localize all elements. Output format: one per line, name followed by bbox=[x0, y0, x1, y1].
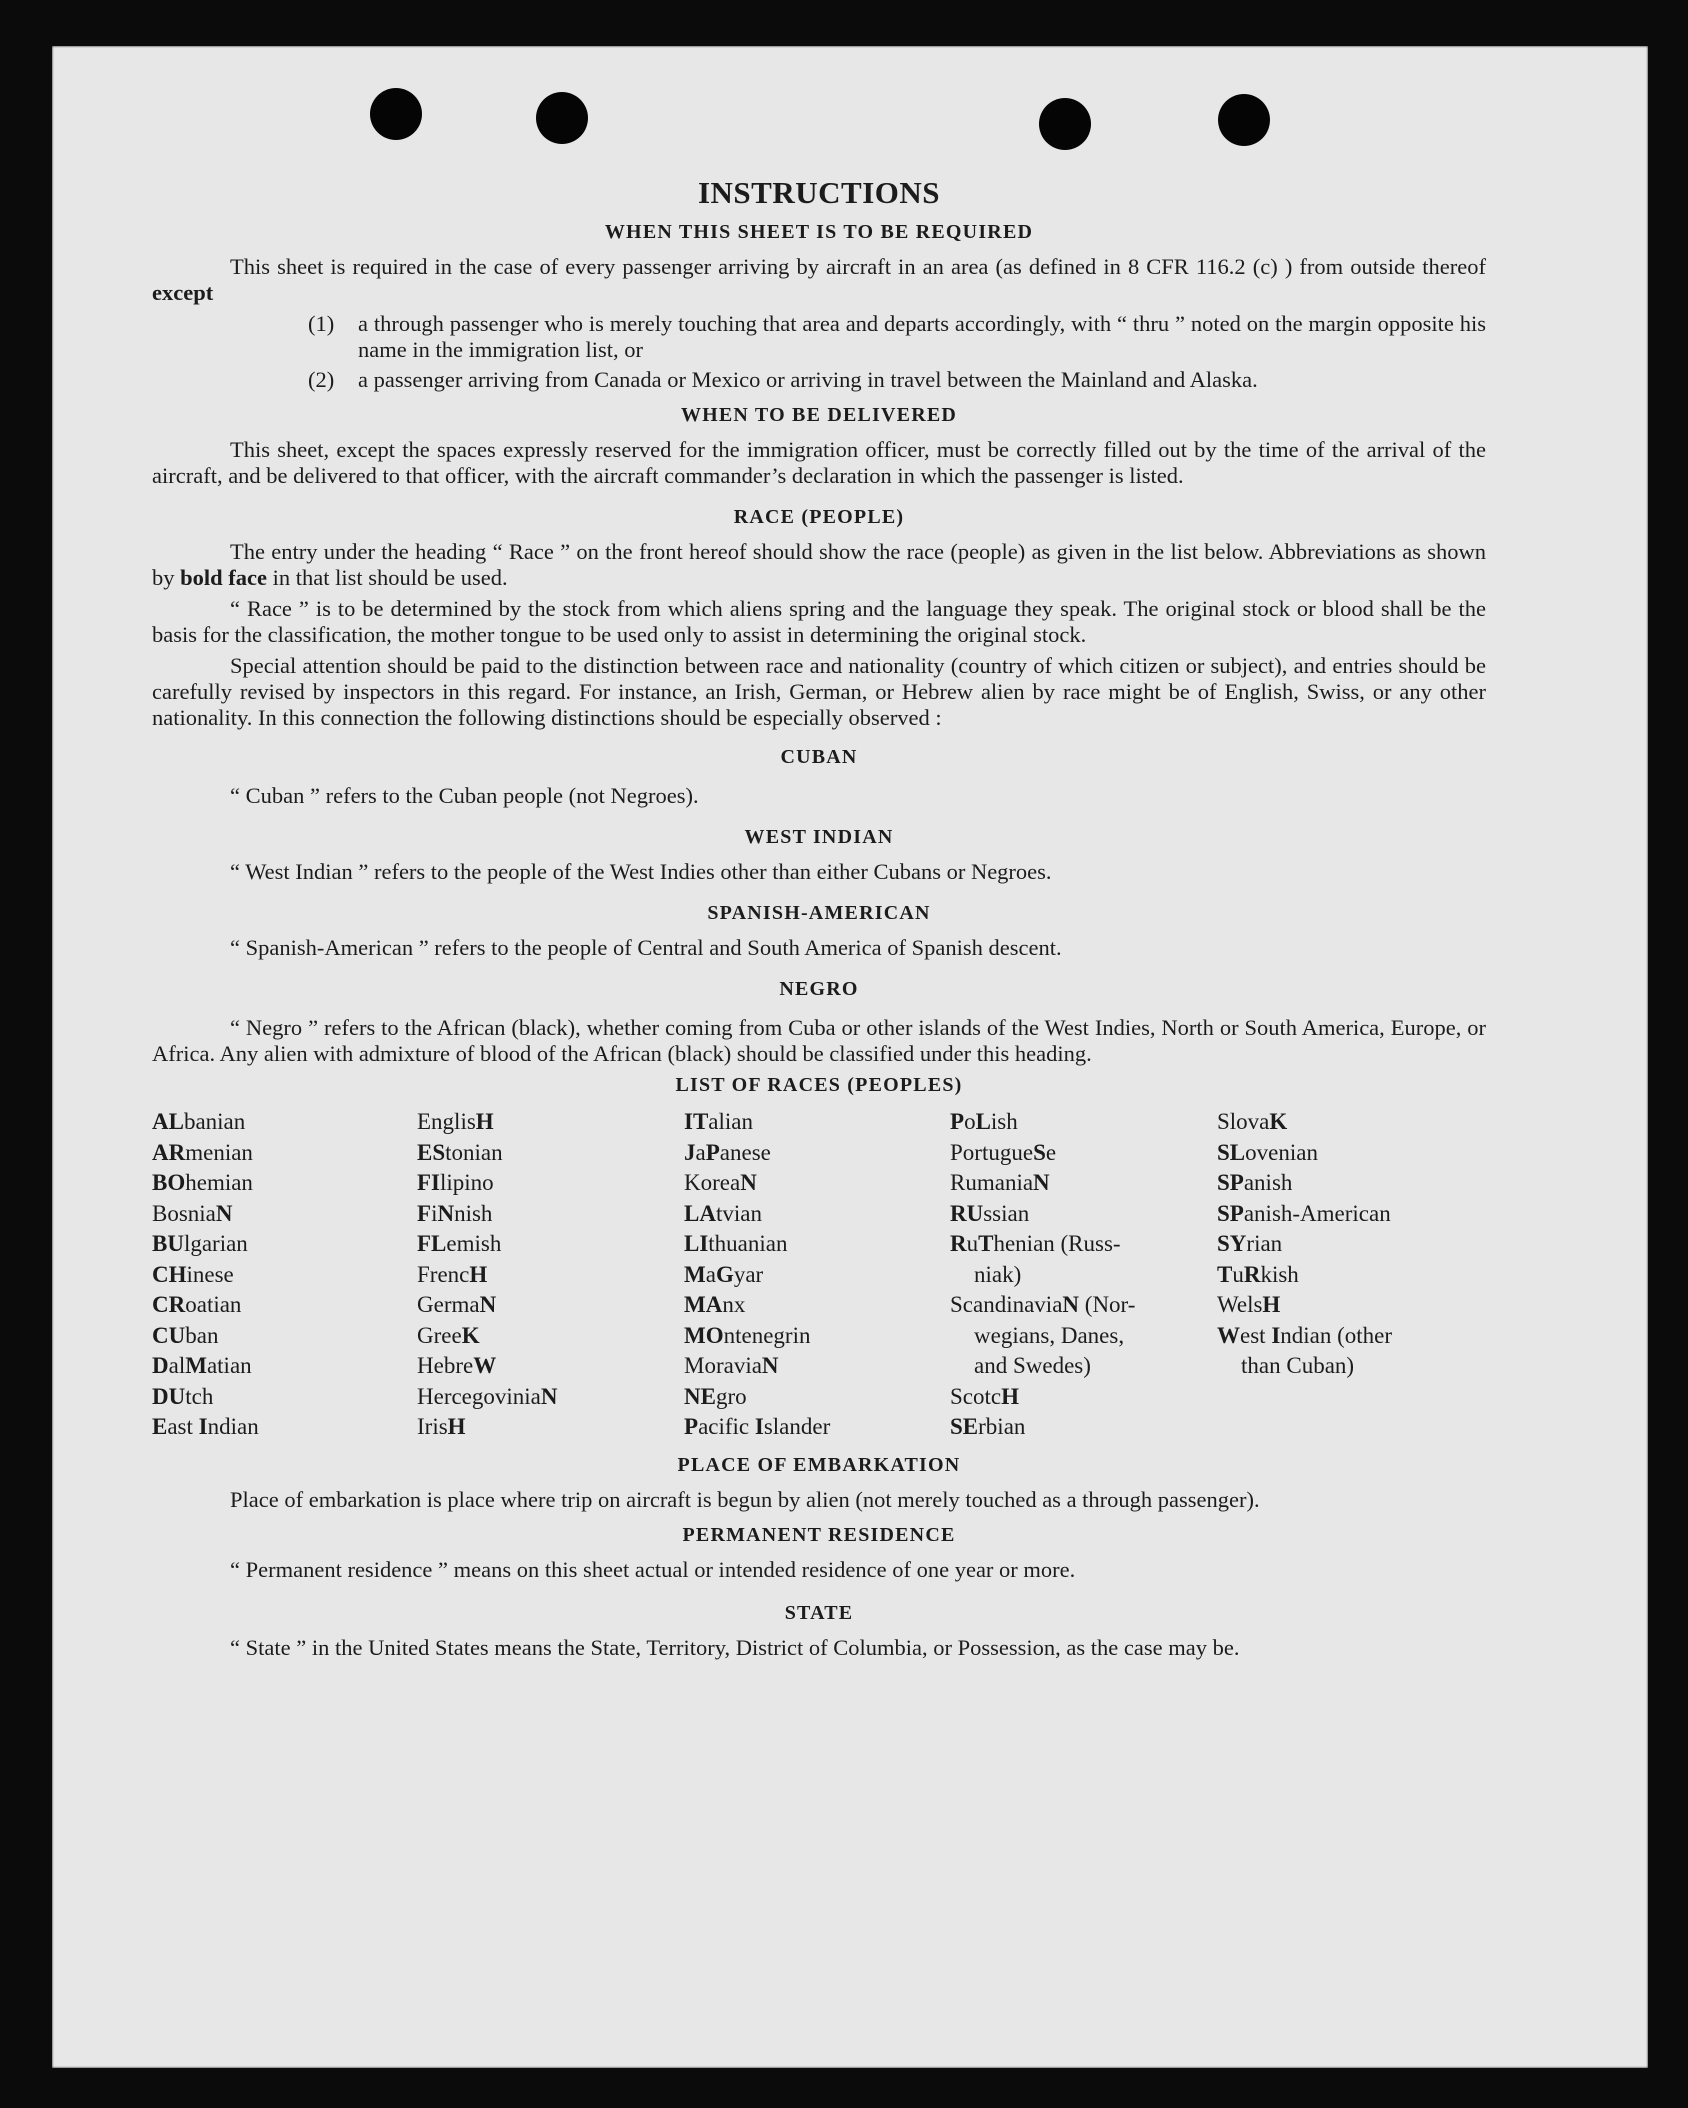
race-entry: DalMatian bbox=[152, 1353, 252, 1378]
heading-cuban: CUBAN bbox=[780, 746, 858, 768]
race-entry: SlovaK bbox=[1217, 1109, 1288, 1134]
punch-hole-1 bbox=[370, 88, 422, 140]
heading-race: RACE (PEOPLE) bbox=[733, 506, 905, 528]
race-entry: FrencH bbox=[417, 1261, 488, 1287]
race-entry: MOntenegrin bbox=[684, 1322, 811, 1348]
heading-state: STATE bbox=[784, 1601, 854, 1624]
race-entry: SPanish-American bbox=[1217, 1200, 1391, 1226]
races-column bbox=[950, 1107, 1217, 1443]
races-column bbox=[417, 1107, 684, 1443]
race-entry: BOhemian bbox=[152, 1170, 253, 1195]
race-entry: FIlipino bbox=[417, 1170, 494, 1195]
race-entry: ARmenian bbox=[152, 1139, 253, 1165]
races-column bbox=[152, 1107, 417, 1443]
race-entry: ALbanian bbox=[152, 1109, 246, 1134]
race-entry: RUssian bbox=[950, 1200, 1030, 1226]
races-column bbox=[684, 1107, 950, 1443]
race-entry: WelsH bbox=[1217, 1292, 1281, 1317]
race-entry: CUban bbox=[152, 1322, 219, 1348]
delivered-text: This sheet, except the spaces expressly reserved for the immigration officer, must be correctly filled out by the time of the arrival of the aircraft, and be delivered to that officer, with the aircraft commander’s declaration in which the passenger is listed. bbox=[152, 437, 1486, 488]
race-entry: MAnx bbox=[684, 1292, 746, 1317]
west-indian-text: “ West Indian ” refers to the people of the West Indies other than either Cubans or Negroes. bbox=[230, 859, 1052, 884]
race-entry: than Cuban) bbox=[1241, 1353, 1355, 1378]
race-entry: ScotcH bbox=[950, 1383, 1019, 1409]
race-entry: JaPanese bbox=[684, 1139, 771, 1165]
heading-races-list: LIST OF RACES (PEOPLES) bbox=[675, 1074, 963, 1096]
race-entry: SLovenian bbox=[1217, 1139, 1318, 1165]
race-entry: BosniaN bbox=[152, 1200, 233, 1226]
state-text: “ State ” in the United States means the State, Territory, District of Columbia, or Possession, as the case may be. bbox=[230, 1634, 1240, 1660]
race-entry: IrisH bbox=[417, 1414, 466, 1439]
race-entry: PoLish bbox=[950, 1109, 1018, 1134]
race-entry: HebreW bbox=[417, 1353, 497, 1378]
race-entry: Pacific Islander bbox=[684, 1414, 831, 1439]
race-entry: EnglisH bbox=[417, 1109, 494, 1134]
race-entry: DUtch bbox=[152, 1383, 214, 1409]
punch-hole-4 bbox=[1218, 94, 1270, 146]
embarkation-text: Place of embarkation is place where trip on aircraft is begun by alien (not merely touched as a through passenger). bbox=[230, 1486, 1260, 1512]
race-entry: KoreaN bbox=[684, 1170, 757, 1195]
race-entry: NEgro bbox=[684, 1383, 747, 1409]
negro-text: “ Negro ” refers to the African (black), whether coming from Cuba or other islands of the West Indies, North or South America, Europe, or Africa. Any alien with admixture of blood of the African (black) should be classified under this heading. bbox=[152, 1015, 1486, 1066]
race-entry: GermaN bbox=[417, 1292, 497, 1317]
race-entry: EStonian bbox=[417, 1139, 503, 1165]
race-entry: LAtvian bbox=[684, 1200, 762, 1226]
race-entry: East Indian bbox=[152, 1414, 259, 1439]
required-item-1: (1) a through passenger who is merely touching that area and departs accordingly, with “ thru ” noted on the margin opposite his name in the immigration list, or bbox=[308, 311, 1486, 362]
race-entry: CHinese bbox=[152, 1261, 234, 1287]
race-entry: ScandinaviaN (Nor- bbox=[950, 1292, 1136, 1317]
page-title: INSTRUCTIONS bbox=[697, 175, 940, 210]
race-entry: RuThenian (Russ- bbox=[950, 1231, 1121, 1256]
race-entry: TuRkish bbox=[1217, 1261, 1299, 1287]
race-entry: FiNnish bbox=[417, 1200, 493, 1226]
race-entry: RumaniaN bbox=[950, 1170, 1050, 1195]
race-entry: PortugueSe bbox=[950, 1139, 1057, 1165]
race-entry: SErbian bbox=[950, 1414, 1026, 1439]
heading-spanish-american: SPANISH-AMERICAN bbox=[707, 902, 931, 924]
races-list bbox=[152, 1107, 1486, 1443]
race-entry: LIthuanian bbox=[684, 1231, 788, 1256]
heading-delivered: WHEN TO BE DELIVERED bbox=[680, 404, 958, 426]
race-entry: BUlgarian bbox=[152, 1231, 248, 1256]
race-paragraph-3: Special attention should be paid to the distinction between race and nationality (country of which citizen or subject), and entries should be carefully revised by inspectors in this regard. For instance, an Irish, German, or Hebrew alien by race might be of English, Swiss, or any other nationality. In this connection the following distinctions should be especially observed : bbox=[152, 653, 1486, 730]
race-entry: SPanish bbox=[1217, 1170, 1293, 1195]
heading-west-indian: WEST INDIAN bbox=[744, 826, 894, 848]
required-item-2: (2) a passenger arriving from Canada or Mexico or arriving in travel between the Mainland and Alaska. bbox=[308, 367, 1258, 392]
race-entry: wegians, Danes, bbox=[974, 1322, 1125, 1348]
race-entry: MoraviaN bbox=[684, 1353, 779, 1378]
heading-negro: NEGRO bbox=[779, 978, 859, 1000]
race-entry: GreeK bbox=[417, 1322, 480, 1348]
race-entry: CRoatian bbox=[152, 1292, 242, 1317]
race-paragraph-2: “ Race ” is to be determined by the stock from which aliens spring and the language they speak. The original stock or blood shall be the basis for the classification, the mother tongue to be used only to assist in determining the original stock. bbox=[152, 596, 1486, 647]
race-entry: SYrian bbox=[1217, 1231, 1283, 1256]
heading-embarkation: PLACE OF EMBARKATION bbox=[677, 1453, 961, 1476]
punch-hole-3 bbox=[1039, 98, 1091, 150]
heading-required: WHEN THIS SHEET IS TO BE REQUIRED bbox=[604, 221, 1034, 243]
race-entry: and Swedes) bbox=[974, 1353, 1091, 1378]
required-intro: This sheet is required in the case of every passenger arriving by aircraft in an area (as defined in 8 CFR 116.2 (c) ) from outside thereof except bbox=[152, 254, 1486, 305]
punch-hole-2 bbox=[536, 92, 588, 144]
residence-text: “ Permanent residence ” means on this sheet actual or intended residence of one year or more. bbox=[230, 1556, 1076, 1582]
races-column bbox=[1217, 1107, 1486, 1443]
spanish-american-text: “ Spanish-American ” refers to the people of Central and South America of Spanish descent. bbox=[230, 935, 1062, 960]
race-entry: niak) bbox=[974, 1261, 1022, 1287]
race-entry: MaGyar bbox=[684, 1261, 764, 1287]
race-entry: FLemish bbox=[417, 1231, 502, 1256]
cuban-text: “ Cuban ” refers to the Cuban people (not Negroes). bbox=[230, 783, 699, 808]
race-entry: West Indian (other bbox=[1217, 1322, 1393, 1348]
race-entry: HercegoviniaN bbox=[417, 1383, 558, 1409]
race-entry: ITalian bbox=[684, 1109, 753, 1134]
document-body bbox=[152, 176, 1486, 1666]
race-paragraph-1: The entry under the heading “ Race ” on the front hereof should show the race (people) as given in the list below. Abbreviations as shown by bold face in that list should be used. bbox=[152, 539, 1486, 590]
heading-residence: PERMANENT RESIDENCE bbox=[682, 1523, 956, 1546]
